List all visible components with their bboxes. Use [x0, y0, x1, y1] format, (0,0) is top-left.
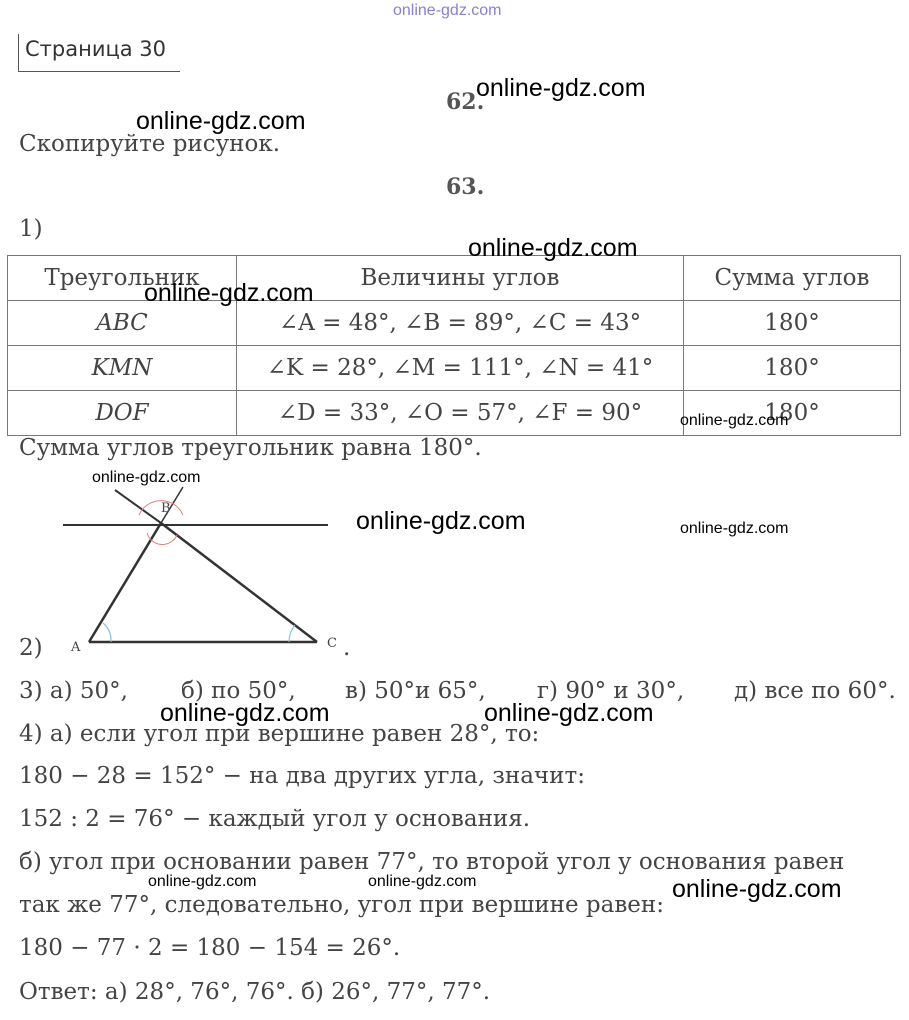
- angle-sum: 180°: [684, 301, 901, 346]
- watermark: online-gdz.com: [92, 469, 201, 486]
- part-3-v: в) 50°и 65°,: [345, 678, 486, 704]
- watermark: online-gdz.com: [468, 234, 638, 262]
- solution-line: б) угол при основании равен 77°, то второй угол у основания равен: [19, 849, 845, 875]
- solution-line: 180 − 77 · 2 = 180 − 154 = 26°.: [19, 935, 401, 961]
- solution-line: 180 − 28 = 152° − на два других угла, значит:: [19, 763, 585, 789]
- triangle-figure: [55, 485, 355, 660]
- solution-line: 152 : 2 = 76° − каждый угол у основания.: [19, 806, 531, 832]
- side-bc: [161, 523, 317, 642]
- angle-values: ∠A = 48°, ∠B = 89°, ∠C = 43°: [237, 301, 684, 346]
- angles-table: [7, 255, 901, 436]
- page-label: Страница 30: [25, 37, 167, 61]
- extended-side-line: [115, 490, 161, 523]
- solution-line: так же 77°, следовательно, угол при вершине равен:: [19, 892, 664, 918]
- table-row: [8, 346, 901, 391]
- watermark: online-gdz.com: [356, 507, 526, 535]
- header-angles: Величины углов: [237, 256, 684, 301]
- watermark: online-gdz.com: [136, 107, 306, 135]
- watermark: online-gdz.com: [680, 412, 789, 429]
- part-3-a: 3) а) 50°,: [19, 678, 128, 704]
- part-3-b: б) по 50°,: [181, 678, 296, 704]
- watermark-top: online-gdz.com: [393, 2, 502, 19]
- side-ab: [89, 523, 161, 642]
- vertex-label-a: A: [71, 640, 81, 655]
- part-3-d: д) все по 60°.: [734, 678, 896, 704]
- triangle-name: DOF: [8, 391, 237, 436]
- angle-arc-a: [103, 623, 111, 642]
- angle-arc-c: [289, 625, 295, 642]
- watermark: online-gdz.com: [680, 520, 789, 537]
- vertex-label-c: C: [327, 636, 337, 651]
- task-62-number: 62.: [446, 89, 485, 115]
- task-63-number: 63.: [446, 174, 485, 200]
- watermark: online-gdz.com: [144, 279, 314, 307]
- answer-line: Ответ: а) 28°, 76°, 76°. б) 26°, 77°, 77°.: [19, 979, 491, 1005]
- watermark: online-gdz.com: [368, 873, 477, 890]
- header-sum: Сумма углов: [684, 256, 901, 301]
- page-label-box: [18, 34, 180, 72]
- solution-line: 4) а) если угол при вершине равен 28°, то:: [19, 721, 540, 747]
- vertex-label-b: B: [161, 501, 171, 516]
- angle-sum: 180°: [684, 346, 901, 391]
- watermark: online-gdz.com: [672, 875, 842, 903]
- table-row: [8, 301, 901, 346]
- triangle-name: KMN: [8, 346, 237, 391]
- angle-values: ∠K = 28°, ∠M = 111°, ∠N = 41°: [237, 346, 684, 391]
- part-1-label: 1): [19, 216, 43, 242]
- task-62-text: Скопируйте рисунок.: [19, 131, 281, 157]
- angle-sum: 180°: [684, 391, 901, 436]
- watermark: online-gdz.com: [148, 873, 257, 890]
- watermark: online-gdz.com: [160, 699, 330, 727]
- conclusion-text: Сумма углов треугольник равна 180°.: [19, 435, 482, 461]
- part-3-g: г) 90° и 30°,: [537, 678, 685, 704]
- angle-values: ∠D = 33°, ∠O = 57°, ∠F = 90°: [237, 391, 684, 436]
- watermark: online-gdz.com: [484, 699, 654, 727]
- header-triangle: Треугольник: [8, 256, 237, 301]
- triangle-name: ABC: [8, 301, 237, 346]
- part-2-label: 2): [19, 635, 43, 661]
- part-2-end: .: [343, 635, 351, 661]
- watermark: online-gdz.com: [476, 74, 646, 102]
- table-header-row: [8, 256, 901, 301]
